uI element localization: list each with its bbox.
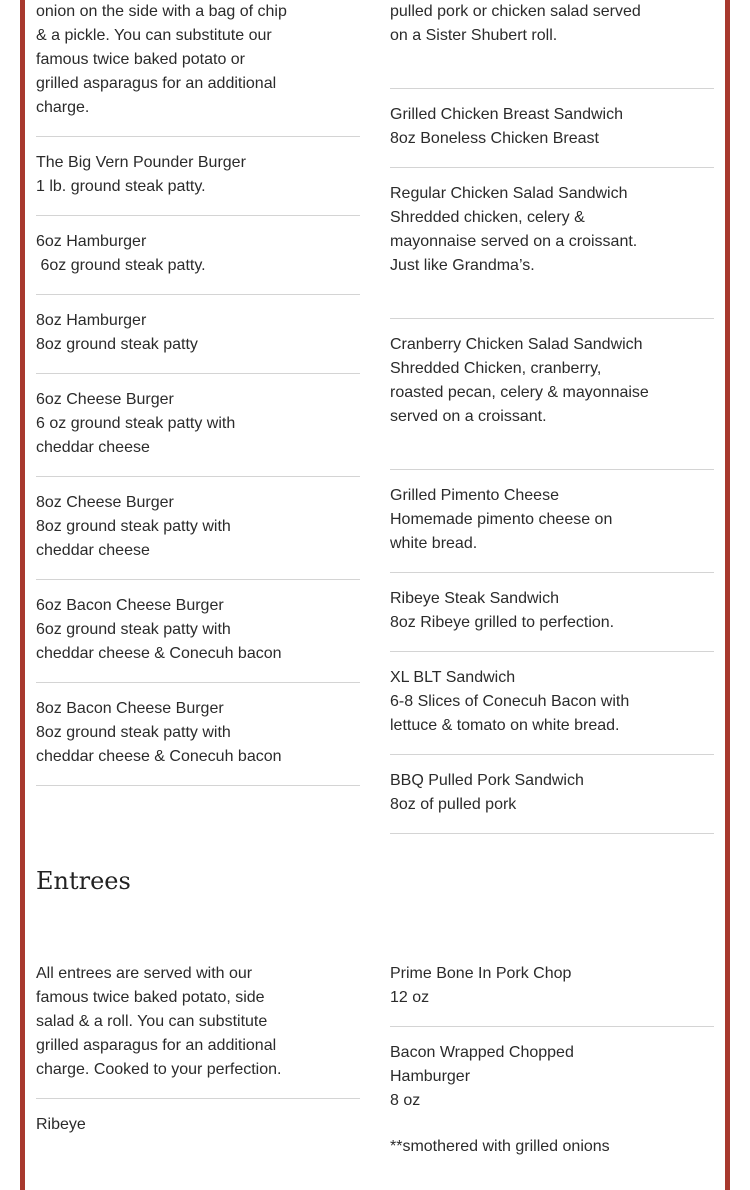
menu-item-name: 6oz Hamburger	[36, 233, 147, 250]
intro-line: onion on the side with a bag of chip	[36, 3, 287, 20]
menu-item-name: Grilled Chicken Breast Sandwich	[390, 106, 623, 123]
menu-item-desc: roasted pecan, celery & mayonnaise	[390, 384, 649, 401]
intro-line: pulled pork or chicken salad served	[390, 3, 641, 20]
menu-item-name: 8oz Hamburger	[36, 312, 147, 329]
menu-item-desc: cheddar cheese	[36, 439, 150, 456]
section-heading-entrees: Entrees	[36, 867, 131, 895]
menu-item-name: Bacon Wrapped Chopped	[390, 1044, 574, 1061]
menu-item-name: Regular Chicken Salad Sandwich	[390, 185, 628, 202]
menu-item-desc: 8oz ground steak patty	[36, 336, 198, 353]
divider	[390, 1026, 714, 1027]
divider	[390, 651, 714, 652]
menu-item-desc: 8oz ground steak patty with	[36, 518, 231, 535]
menu-item-name: XL BLT Sandwich	[390, 669, 516, 686]
menu-item-desc: lettuce & tomato on white bread.	[390, 717, 620, 734]
menu-item-desc: Hamburger	[390, 1068, 471, 1085]
intro-line: & a pickle. You can substitute our	[36, 27, 272, 44]
menu-item-desc: Homemade pimento cheese on	[390, 511, 613, 528]
divider	[390, 833, 714, 834]
divider	[36, 579, 360, 580]
entrees-intro-line: All entrees are served with our	[36, 965, 253, 982]
menu-item-desc: 8oz Boneless Chicken Breast	[390, 130, 599, 147]
divider	[36, 215, 360, 216]
divider	[36, 476, 360, 477]
menu-item-desc: **smothered with grilled onions	[390, 1138, 610, 1155]
menu-item-name: Ribeye Steak Sandwich	[390, 590, 559, 607]
menu-item-desc: 12 oz	[390, 989, 430, 1006]
menu-item-name: 8oz Cheese Burger	[36, 494, 174, 511]
menu-item-desc: cheddar cheese	[36, 542, 150, 559]
menu-item-desc: 6 oz ground steak patty with	[36, 415, 236, 432]
menu-item-name: 6oz Cheese Burger	[36, 391, 174, 408]
menu-item-name: Grilled Pimento Cheese	[390, 487, 559, 504]
divider	[390, 572, 714, 573]
menu-item-name: The Big Vern Pounder Burger	[36, 154, 246, 171]
divider	[390, 469, 714, 470]
menu-item-name: 8oz Bacon Cheese Burger	[36, 700, 224, 717]
menu-item-name: Prime Bone In Pork Chop	[390, 965, 572, 982]
menu-item-desc: mayonnaise served on a croissant.	[390, 233, 638, 250]
menu-item-name: Ribeye	[36, 1116, 86, 1133]
menu-item-name: Cranberry Chicken Salad Sandwich	[390, 336, 643, 353]
menu-item-desc: Just like Grandma’s.	[390, 257, 535, 274]
divider	[36, 136, 360, 137]
intro-line: grilled asparagus for an additional	[36, 75, 277, 92]
menu-item-desc: 6-8 Slices of Conecuh Bacon with	[390, 693, 630, 710]
menu-item-desc: cheddar cheese & Conecuh bacon	[36, 645, 282, 662]
menu-item-desc: white bread.	[390, 535, 478, 552]
divider	[390, 754, 714, 755]
intro-line: charge.	[36, 99, 90, 116]
menu-item-desc: 8oz Ribeye grilled to perfection.	[390, 614, 615, 631]
menu-item-desc: 8oz ground steak patty with	[36, 724, 231, 741]
menu-item-desc: 8 oz	[390, 1092, 421, 1109]
entrees-intro-line: charge. Cooked to your perfection.	[36, 1061, 282, 1078]
menu-item-desc: Shredded chicken, celery &	[390, 209, 585, 226]
menu-item-name: 6oz Bacon Cheese Burger	[36, 597, 224, 614]
menu-item-desc: served on a croissant.	[390, 408, 547, 425]
divider	[36, 294, 360, 295]
intro-line: on a Sister Shubert roll.	[390, 27, 558, 44]
menu-item-desc: cheddar cheese & Conecuh bacon	[36, 748, 282, 765]
intro-line: famous twice baked potato or	[36, 51, 246, 68]
divider	[36, 373, 360, 374]
menu-item-desc: Shredded Chicken, cranberry,	[390, 360, 602, 377]
entrees-intro-line: salad & a roll. You can substitute	[36, 1013, 268, 1030]
menu-item-desc: 6oz ground steak patty.	[36, 257, 206, 274]
divider	[390, 88, 714, 89]
divider	[390, 167, 714, 168]
menu-item-desc: 6oz ground steak patty with	[36, 621, 231, 638]
divider	[36, 785, 360, 786]
divider	[36, 682, 360, 683]
entrees-intro-line: grilled asparagus for an additional	[36, 1037, 277, 1054]
divider	[390, 318, 714, 319]
entrees-intro-line: famous twice baked potato, side	[36, 989, 265, 1006]
divider	[36, 1098, 360, 1099]
menu-item-desc: 1 lb. ground steak patty.	[36, 178, 206, 195]
menu-item-desc: 8oz of pulled pork	[390, 796, 517, 813]
menu-item-name: BBQ Pulled Pork Sandwich	[390, 772, 584, 789]
